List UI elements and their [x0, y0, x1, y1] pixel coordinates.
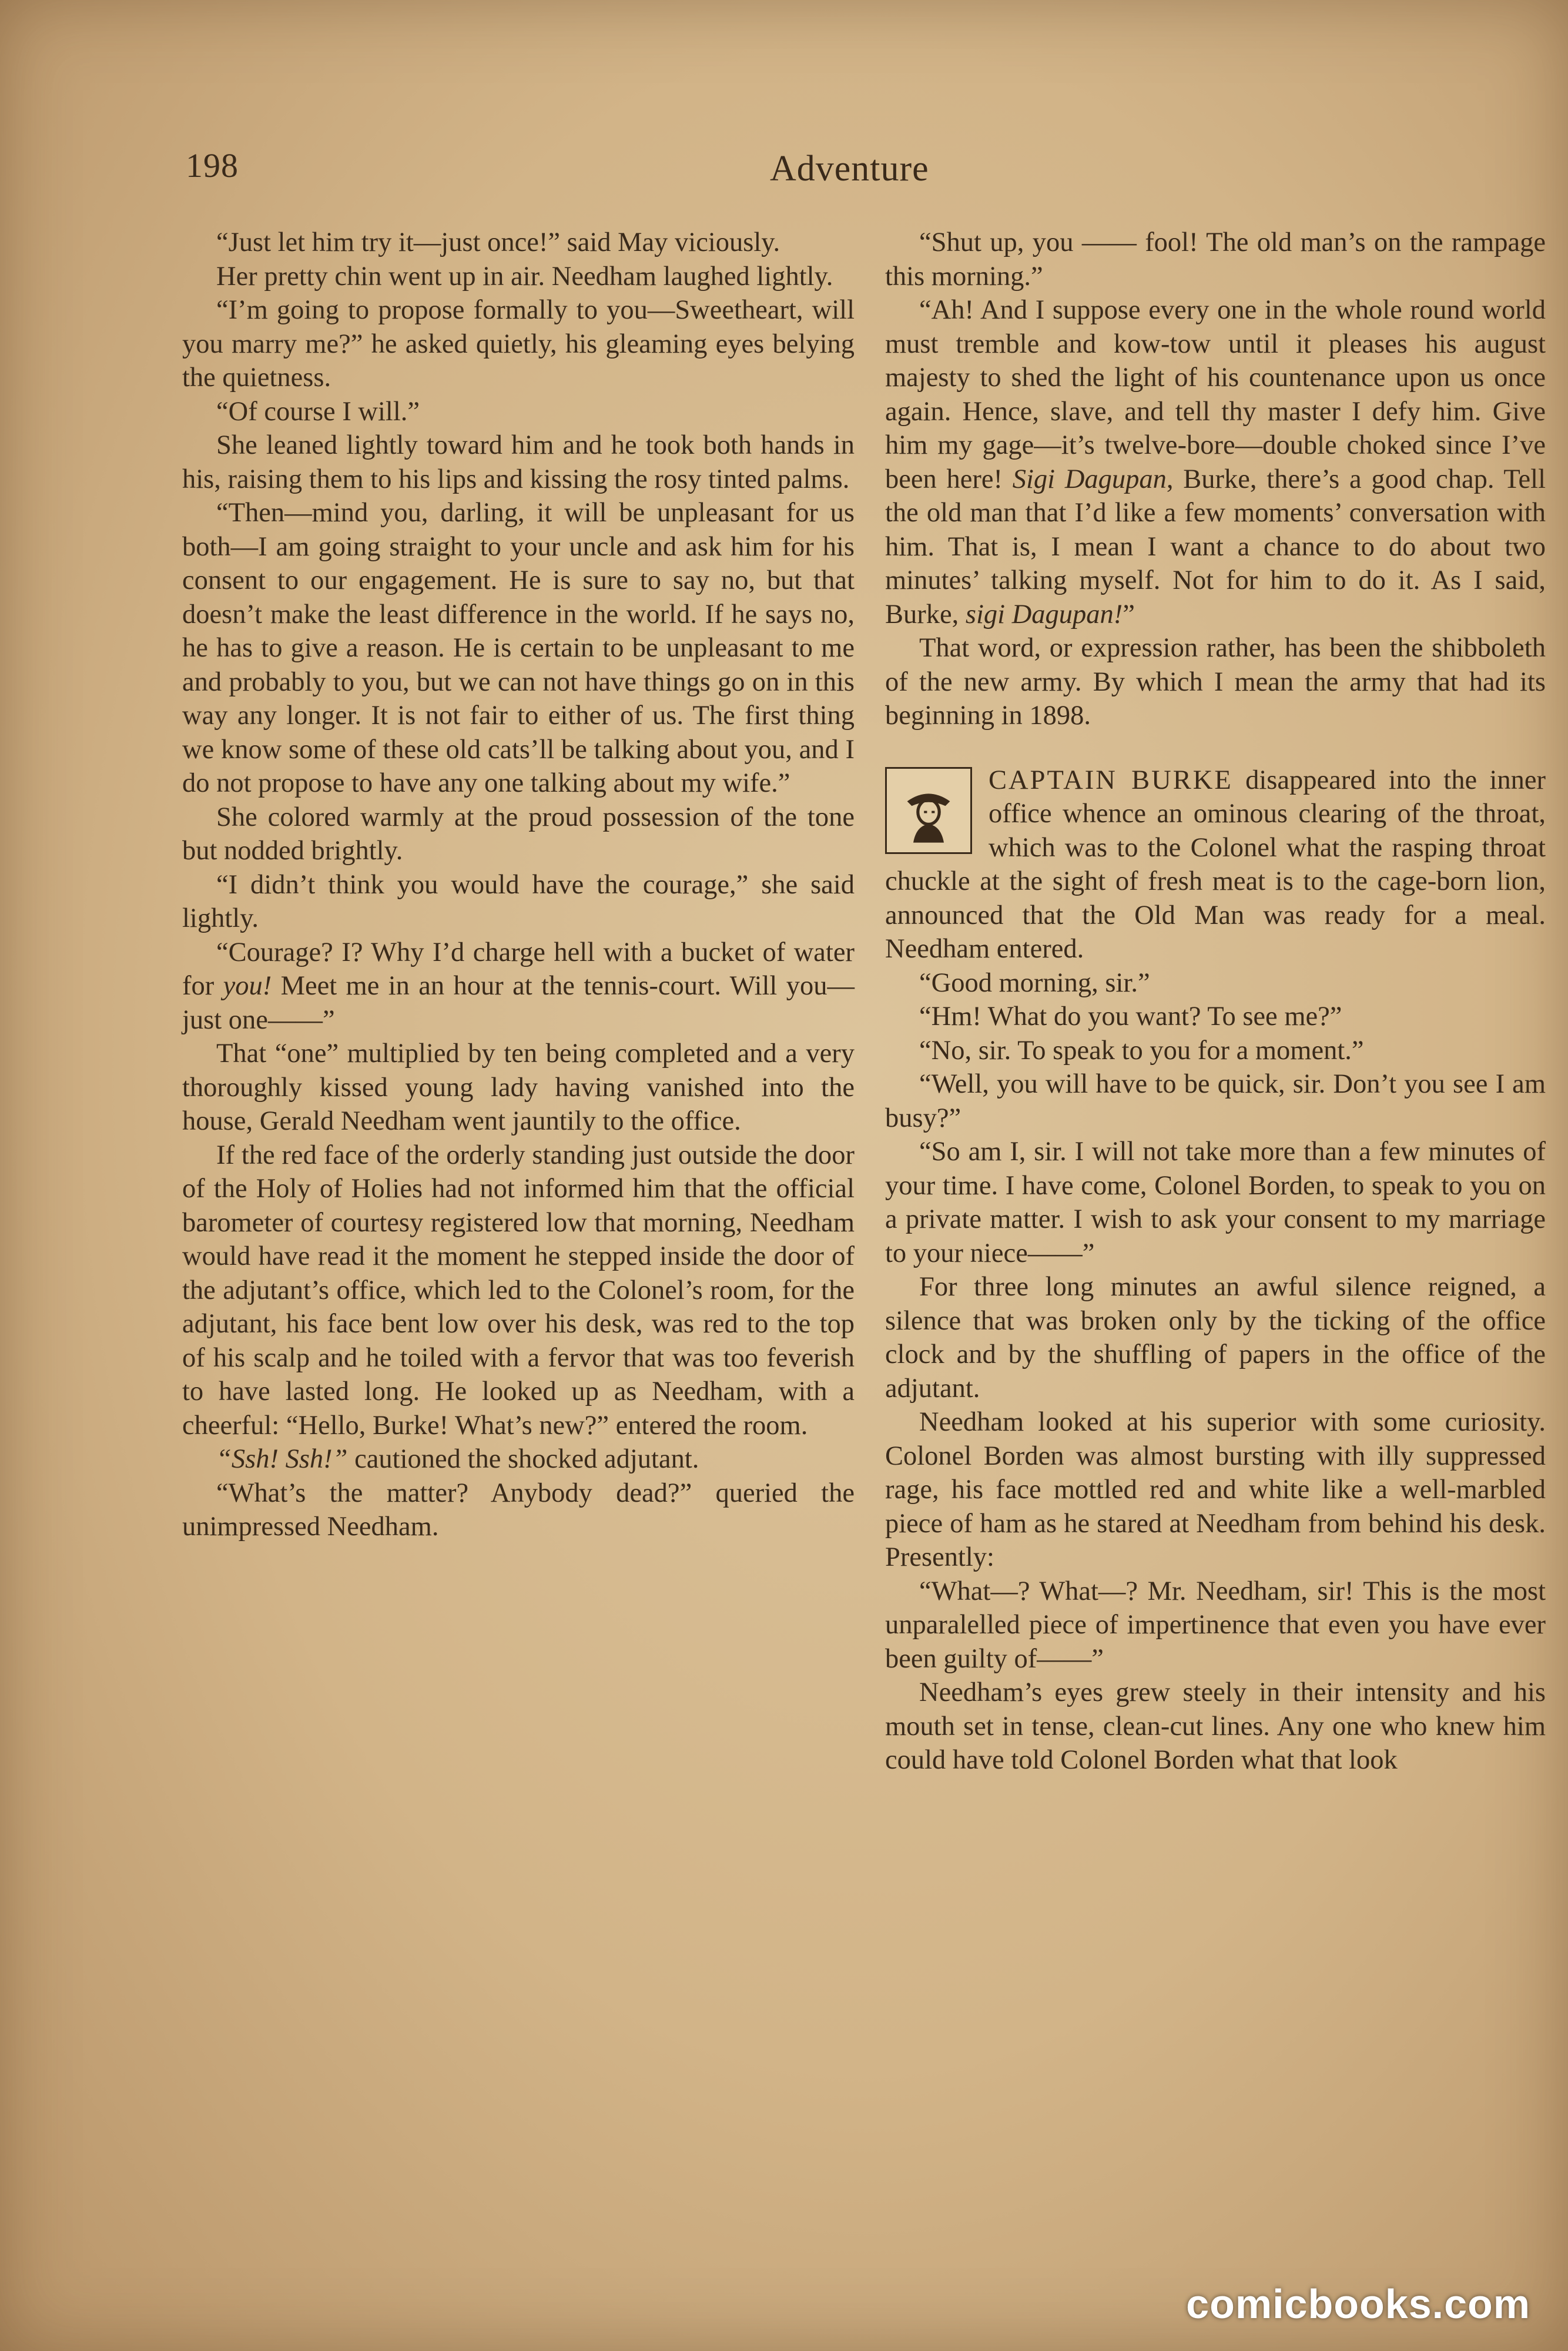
paragraph: Needham looked at his superior with some curiosity. Colonel Borden was almost bursting with illy suppressed rage, his face mottled red and white like a well-marbled piece of ham as he stared at Needham from behind his desk. Presently: [885, 1407, 1546, 1572]
paragraph: That “one” multiplied by ten being completed and a very thoroughly kissed young lady having vanished into the house, Gerald Needham went jauntily to the office. [182, 1039, 855, 1136]
paragraph: That word, or expression rather, has been the shibboleth of the new army. By which I mean the army that had its beginning in 1898. [885, 633, 1546, 731]
paragraph: “So am I, sir. I will not take more than a few minutes of your time. I have come, Colonel Borden, to speak to you on a private matter. I wish to ask your consent to my marriage to your niece——” [885, 1137, 1546, 1268]
soldier-vignette-icon [885, 767, 972, 854]
emphasis: Sigi Dagupan [1012, 464, 1167, 494]
text-run: “Courage? I? Why I’d charge hell with a bucket of water for [182, 937, 855, 1001]
lead-capitals: CAPTAIN BURKE [989, 765, 1233, 795]
paragraph: “What’s the matter? Anybody dead?” queried the unimpressed Needham. [182, 1478, 855, 1542]
page-number: 198 [186, 146, 239, 185]
paragraph: “Shut up, you —— fool! The old man’s on the rampage this morning.” [885, 227, 1546, 292]
section-break [885, 763, 1546, 1777]
paragraph [885, 763, 1546, 966]
paragraph: She colored warmly at the proud possession of the tone but nodded brightly. [182, 802, 855, 866]
paragraph: “Then—mind you, darling, it will be unpleasant for us both—I am going straight to your uncle and ask him for his consent to our engagement. He is sure to say no, but that doesn’t make the least difference in the world. If he says no, he has to give a reason. He is certain to be unpleasant to me and probably to you, but we can not have things go on in this way any longer. It is not fair to either of us. The first thing we know some of these old cats’ll be talking about you, and I do not propose to have any one talking about my wife.” [182, 498, 855, 798]
paragraph [182, 1442, 855, 1476]
paragraph: “Well, you will have to be quick, sir. Don’t you see I am busy?” [885, 1069, 1546, 1133]
paragraph: “I’m going to propose formally to you—Sweetheart, will you marry me?” he asked quietly, his gleaming eyes belying the quietness. [182, 295, 855, 393]
running-title: Adventure [770, 149, 929, 189]
emphasis: you! [223, 971, 272, 1001]
paragraph: “Hm! What do you want? To see me?” [919, 1002, 1342, 1032]
paragraph: If the red face of the orderly standing just outside the door of the Holy of Holies had not informed him that the official barometer of courtesy registered low that morning, Needham would have read it the moment he stepped inside the door of the adjutant’s office, which led to the Colonel’s room, for the adjutant, his face bent low over his desk, was red to the top of his scalp and he toiled with a fervor that was too feverish to have lasted long. He looked up as Needham, with a cheerful: “Hello, Burke! What’s new?” entered the room. [182, 1140, 855, 1441]
text-run: Meet me in an hour at the tennis-court. Will you—just one——” [182, 971, 855, 1035]
emphasis: “Ssh! Ssh!” [216, 1444, 348, 1474]
paragraph: “Just let him try it—just once!” said May viciously. [216, 227, 780, 257]
paragraph: “What—? What—? Mr. Needham, sir! This is the most unparalelled piece of impertinence that even you have ever been guilty of——” [885, 1576, 1546, 1674]
text-run: disappeared into the inner office whence an ominous clearing of the throat, which was to the Colonel what the rasping throat chuckle at the sight of fresh meat is to the cage-born lion, announced that the Old Man was ready for a meal. Needham entered. [885, 765, 1546, 964]
right-column [885, 226, 1546, 1777]
site-watermark: comicbooks.com [1186, 2281, 1530, 2327]
paragraph [885, 293, 1546, 631]
paragraph: “Good morning, sir.” [919, 967, 1150, 998]
paragraph: “Of course I will.” [216, 396, 420, 427]
text-run: “Ah! And I suppose every one in the whole round world must tremble and kow-tow until it pleases his august majesty to shed the light of his countenance upon us once again. Hence, slave, and tell thy master I defy him. Give him my gage—it’s twelve-bore—double choked since I’ve been here! [885, 295, 1546, 494]
left-column [182, 226, 855, 1544]
paragraph: Needham’s eyes grew steely in their intensity and his mouth set in tense, clean-cut lines. Any one who knew him could have told Colonel Borden what that look [885, 1677, 1546, 1775]
emphasis: sigi Dagupan! [965, 599, 1123, 629]
paragraph: “No, sir. To speak to you for a moment.” [919, 1035, 1364, 1066]
paragraph: For three long minutes an awful silence reigned, a silence that was broken only by the ticking of the office clock and by the shuffling of papers in the office of the adjutant. [885, 1272, 1546, 1404]
paragraph [182, 936, 855, 1037]
paragraph: “I didn’t think you would have the courage,” she said lightly. [182, 869, 855, 933]
text-run: , Burke, there’s a good chap. Tell the old man that I’d like a few moments’ conversation with him. That is, I mean I want a chance to do about two minutes’ talking myself. Not for him to do it. As I said, Burke, [885, 464, 1546, 629]
paragraph: She leaned lightly toward him and he took both hands in his, raising them to his lips and kissing the rosy tinted palms. [182, 430, 855, 494]
text-run: cautioned the shocked adjutant. [347, 1444, 699, 1474]
paragraph: Her pretty chin went up in air. Needham laughed lightly. [216, 261, 833, 292]
text-run: ” [1123, 599, 1135, 629]
